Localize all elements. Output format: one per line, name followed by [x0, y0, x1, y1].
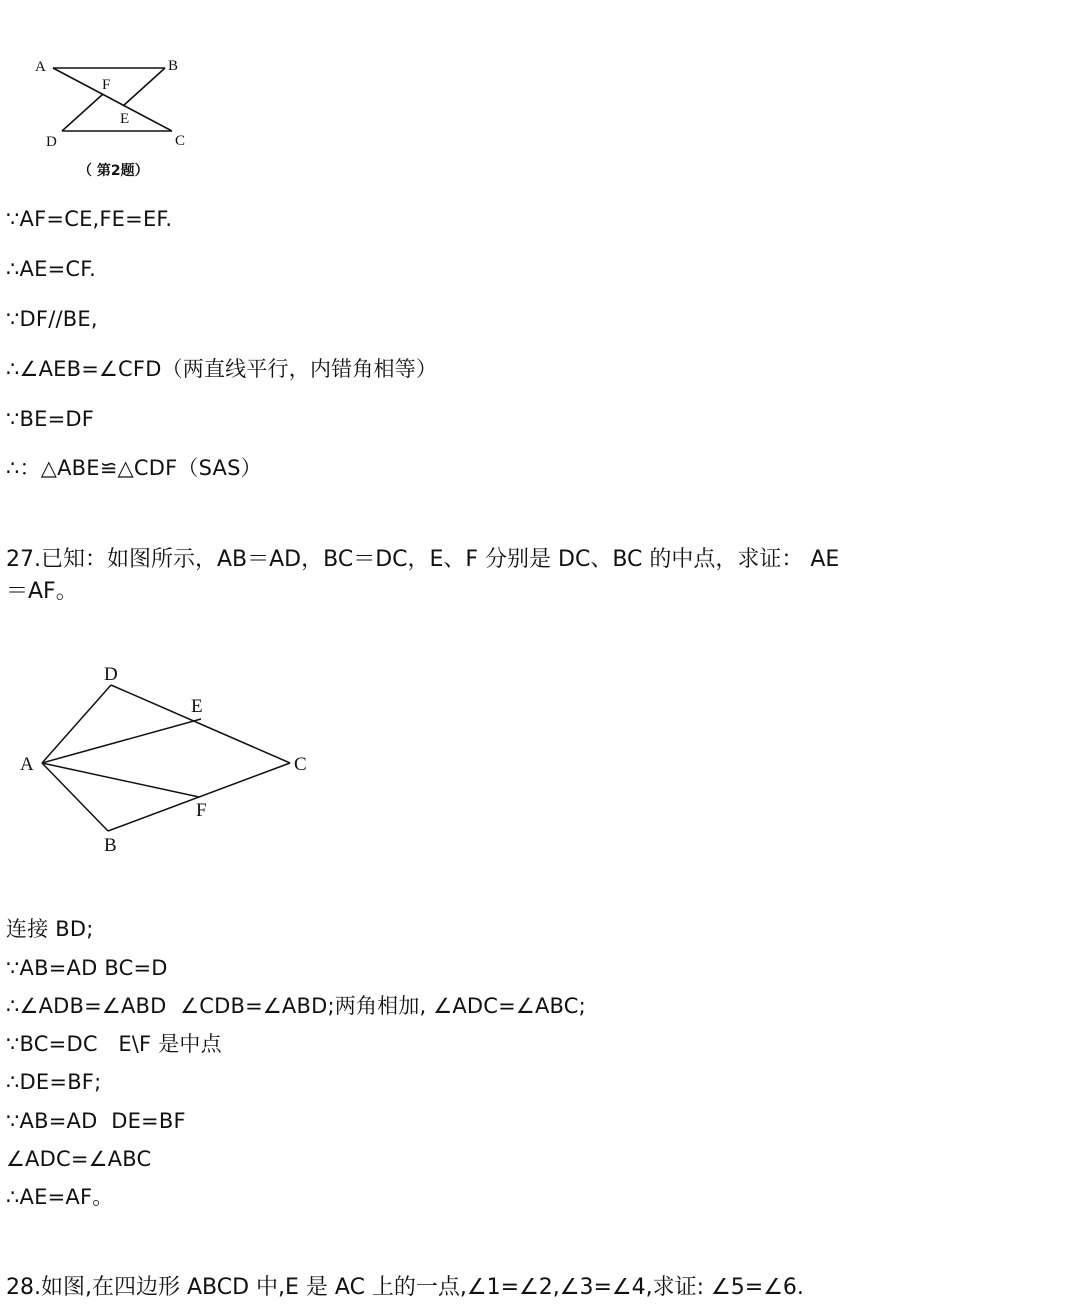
segment-af [42, 763, 199, 797]
segment-df [62, 94, 103, 131]
proof-1-line: ∴AE=CF. [6, 257, 97, 281]
point-label-d: D [46, 134, 57, 150]
point-label-f: F [102, 77, 111, 93]
point-label-e: E [191, 696, 203, 717]
segment-ae [42, 719, 201, 763]
question-27-line-1: 27.已知：如图所示，AB＝AD，BC＝DC，E、F 分别是 DC、BC 的中点，求证： AE [6, 547, 840, 572]
proof-2-line: ∴AE=AF。 [6, 1185, 114, 1209]
proof-2-line: ∴DE=BF; [6, 1070, 102, 1094]
proof-1-line: ∵AF=CE,FE=EF. [6, 207, 173, 231]
point-label-f: F [196, 800, 207, 821]
figure-kite [10, 660, 340, 860]
proof-1-line: ∵BE=DF [6, 407, 95, 431]
proof-1-line: ∵DF//BE, [6, 307, 98, 331]
segment-be [123, 68, 165, 106]
proof-2-line: ∵AB=AD DE=BF [6, 1109, 186, 1133]
proof-2-line: ∵AB=AD BC=D [6, 956, 168, 980]
point-label-e: E [120, 111, 130, 127]
proof-2-line: ∠ADC=∠ABC [6, 1147, 152, 1171]
point-label-b: B [104, 835, 117, 856]
point-label-d: D [104, 664, 118, 685]
question-28: 28.如图,在四边形 ABCD 中,E 是 AC 上的一点,∠1=∠2,∠3=∠4,求证: ∠5=∠6. [6, 1275, 804, 1300]
question-27-line-2: ＝AF。 [6, 579, 78, 604]
proof-1-line: ∴：△ABE≌△CDF（SAS） [6, 456, 262, 480]
point-label-a: A [20, 754, 34, 775]
figure-caption: （ 第2题） [78, 163, 149, 179]
segment-ad [42, 685, 111, 763]
point-label-c: C [175, 133, 186, 149]
point-label-b: B [168, 58, 179, 74]
point-label-a: A [35, 59, 46, 75]
proof-2-line: ∴∠ADB=∠ABD ∠CDB=∠ABD;两角相加, ∠ADC=∠ABC; [6, 994, 586, 1018]
segment-ba [42, 763, 108, 831]
point-label-c: C [294, 754, 307, 775]
proof-1-line: ∴∠AEB=∠CFD（两直线平行，内错角相等） [6, 357, 438, 381]
proof-2-line: 连接 BD; [6, 917, 94, 941]
proof-2-line: ∵BC=DC E\F 是中点 [6, 1032, 222, 1056]
